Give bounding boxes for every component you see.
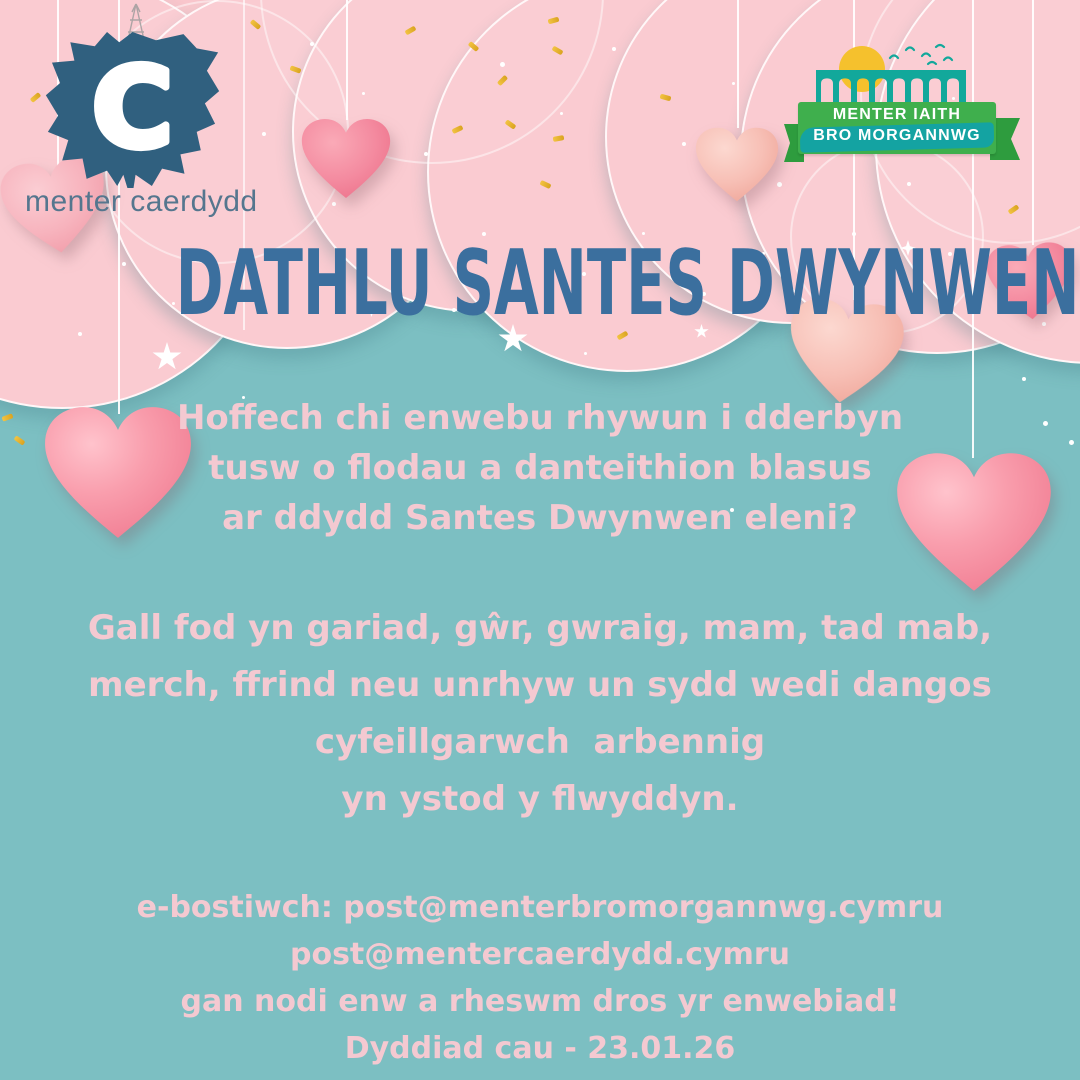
sparkle-dot <box>612 47 616 51</box>
page-title-text: DATHLU SANTES DWYNWEN <box>175 231 1080 336</box>
ink-splat-icon <box>45 30 220 188</box>
sparkle-dot <box>1022 377 1026 381</box>
banner-line-1: MENTER IAITH <box>832 106 962 123</box>
sparkle-dot <box>500 62 505 67</box>
string <box>346 0 348 120</box>
contact-line-deadline: Dyddiad cau - 23.01.26 <box>344 1031 736 1066</box>
menter-caerdydd-logo <box>20 0 265 235</box>
body-line: Gall fod yn gariad, gŵr, gwraig, mam, tad mab, <box>87 608 993 648</box>
page-title <box>0 231 1080 336</box>
logo-initial: C <box>92 44 173 173</box>
ribbon-banner <box>798 102 996 154</box>
body-line: cyfeillgarwch arbennig <box>314 722 766 762</box>
sparkle-dot <box>424 152 428 156</box>
menter-caerdydd-wordmark: menter caerdydd <box>25 185 258 218</box>
sparkle-dot <box>560 112 563 115</box>
hanging-heart-icon <box>694 126 780 203</box>
birds-icon <box>888 42 958 68</box>
body-line: yn ystod y flwyddyn. <box>341 779 739 819</box>
contact-line-email-1: e-bostiwch: post@menterbromorgannwg.cymru <box>136 890 944 925</box>
intro-line: Hoffech chi enwebu rhywun i dderbyn <box>176 398 904 438</box>
contact-line-email-2: post@mentercaerdydd.cymru <box>289 937 791 972</box>
hanging-heart-icon <box>300 117 392 200</box>
banner-line-2: BRO MORGANNWG <box>813 127 981 144</box>
sparkle-dot <box>907 182 911 186</box>
sparkle-dot <box>78 332 82 336</box>
sparkle-dot <box>682 142 686 146</box>
intro-line: ar ddydd Santes Dwynwen eleni? <box>222 498 858 538</box>
body-paragraph <box>0 600 1080 828</box>
sparkle-dot <box>332 202 336 206</box>
menter-iaith-bro-morgannwg-logo <box>790 30 1035 170</box>
viaduct-bridge-icon <box>816 70 966 102</box>
intro-line: tusw o flodau a danteithion blasus <box>208 448 872 488</box>
body-line: merch, ffrind neu unrhyw un sydd wedi dangos <box>88 665 992 705</box>
contact-line-note: gan nodi enw a rheswm dros yr enwebiad! <box>180 984 900 1019</box>
sparkle-dot <box>310 42 314 46</box>
string <box>737 0 739 128</box>
sparkle-dot <box>362 92 365 95</box>
sparkle-dot <box>584 352 587 355</box>
contact-paragraph <box>0 884 1080 1072</box>
intro-paragraph <box>0 393 1080 543</box>
sparkle-dot <box>732 82 735 85</box>
